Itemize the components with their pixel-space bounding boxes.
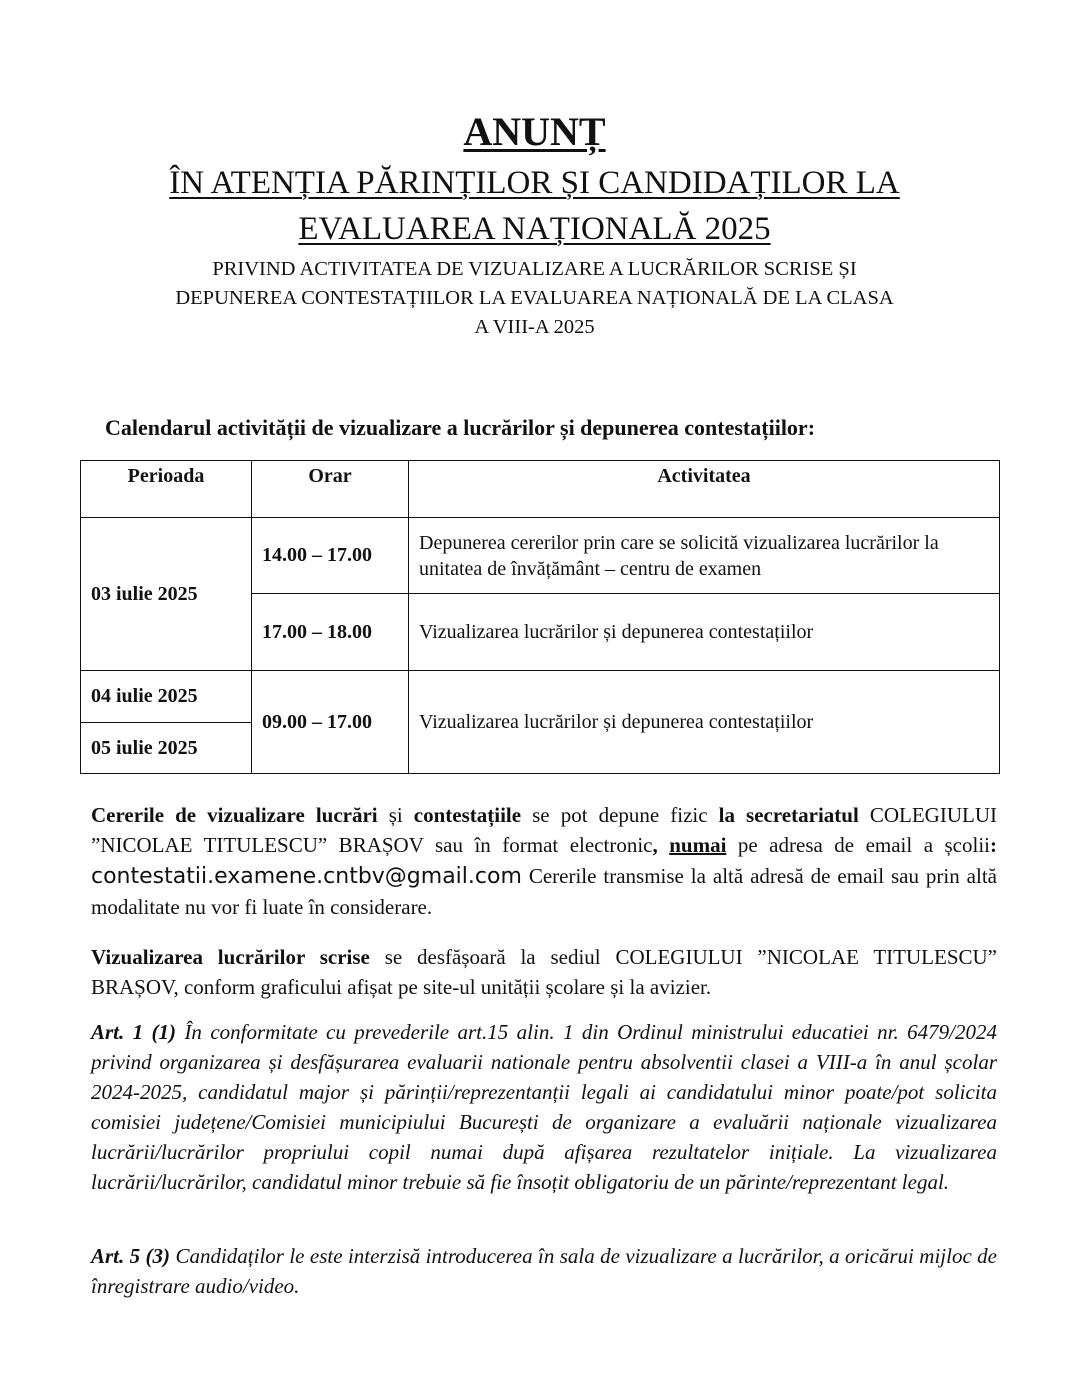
title-text: ANUNȚ xyxy=(463,109,606,154)
text: se desfășoară la sediul COLEGIULUI ”NICOLAE TITULESCU” BRAȘOV, conform graficului afișat pe site-ul unității școlare și la avizier. xyxy=(91,945,997,999)
email-link[interactable]: contestatii.examene.cntbv@gmail.com xyxy=(91,864,522,889)
article-label: Art. 5 (3) xyxy=(91,1244,171,1268)
announcement-title xyxy=(0,108,1069,156)
text: pe adresa de email a școlii xyxy=(726,833,990,857)
description-line-1: PRIVIND ACTIVITATEA DE VIZUALIZARE A LUCRĂRILOR SCRISE ȘI xyxy=(212,258,857,280)
bold-text: contestațiile xyxy=(413,803,522,827)
subtitle-line-1: ÎN ATENȚIA PĂRINȚILOR ȘI CANDIDAȚILOR LA xyxy=(169,165,900,201)
article-label: Art. 1 (1) xyxy=(91,1020,177,1044)
announcement-description xyxy=(60,255,1009,342)
emphasis-only: numai xyxy=(669,833,727,857)
period-cell: 03 iulie 2025 xyxy=(81,518,252,671)
column-header-activity: Activitatea xyxy=(409,461,1000,518)
period-cell: 04 iulie 2025 xyxy=(81,671,252,723)
activity-cell: Depunerea cererilor prin care se solicită vizualizarea lucrărilor la unitatea de învățământ – centru de examen xyxy=(409,518,1000,594)
bold-text: la secretariatul xyxy=(718,803,859,827)
article-text: Candidaților le este interzisă introducerea în sala de vizualizare a lucrărilor, a oricărui mijloc de înregistrare audio/video. xyxy=(91,1244,997,1298)
period-cell: 05 iulie 2025 xyxy=(81,723,252,774)
bold-text: Vizualizarea lucrărilor scrise xyxy=(91,945,370,969)
text: și xyxy=(377,803,414,827)
time-cell: 14.00 – 17.00 xyxy=(252,518,409,594)
table-row xyxy=(81,671,1000,723)
bold-text: Cererile de vizualizare lucrări xyxy=(91,803,378,827)
time-cell: 09.00 – 17.00 xyxy=(252,671,409,774)
time-cell: 17.00 – 18.00 xyxy=(252,594,409,671)
table-row xyxy=(81,518,1000,594)
text: COLEGIULUI ”NICOLAE TITULESCU” BRAȘOV sau în format electronic xyxy=(91,803,997,857)
article-text: În conformitate cu prevederile art.15 alin. 1 din Ordinul ministrului educatiei nr. 6479/2024 privind organizarea și desfășurarea evaluarii nationale pentru absolventii clasei a VIII-a în anul școlar 2024-2025, candidatul major și părinții/reprezentanții legali ai candidatului minor poate/pot solicita comisiei județene/Comisiei municipiului București de organizare a evaluării naționale vizualizarea lucrării/lucrărilor propriului copil numai după afișarea rezultatelor inițiale. La vizualizarea lucrării/lucrărilor, candidatul minor trebuie să fie însoțit obligatoriu de un părinte/reprezentant legal. xyxy=(91,1020,997,1194)
description-line-3: A VIII-A 2025 xyxy=(474,316,595,338)
calendar-heading: Calendarul activității de vizualizare a lucrărilor și depunerea contestațiilor: xyxy=(105,415,816,440)
calendar-table xyxy=(80,460,1000,774)
activity-cell: Vizualizarea lucrărilor și depunerea contestațiilor xyxy=(409,671,1000,774)
table-header-row xyxy=(81,461,1000,518)
bold-text: , xyxy=(652,833,670,857)
subtitle-line-2: EVALUAREA NAȚIONALĂ 2025 xyxy=(298,211,771,247)
activity-cell: Vizualizarea lucrărilor și depunerea contestațiilor xyxy=(409,594,1000,671)
column-header-schedule: Orar xyxy=(252,461,409,518)
article-1-paragraph xyxy=(91,1017,997,1197)
text: se pot depune fizic xyxy=(521,803,719,827)
announcement-subtitle xyxy=(0,160,1069,252)
viewing-paragraph xyxy=(91,942,997,1002)
text: Cererile transmise la altă adresă de email sau prin altă modalitate nu vor fi luate în considerare. xyxy=(91,864,997,919)
article-5-paragraph xyxy=(91,1241,997,1301)
submission-paragraph xyxy=(91,800,997,922)
description-line-2: DEPUNEREA CONTESTAȚIILOR LA EVALUAREA NAȚIONALĂ DE LA CLASA xyxy=(175,287,894,309)
column-header-period: Perioada xyxy=(81,461,252,518)
bold-text: : xyxy=(990,833,997,857)
